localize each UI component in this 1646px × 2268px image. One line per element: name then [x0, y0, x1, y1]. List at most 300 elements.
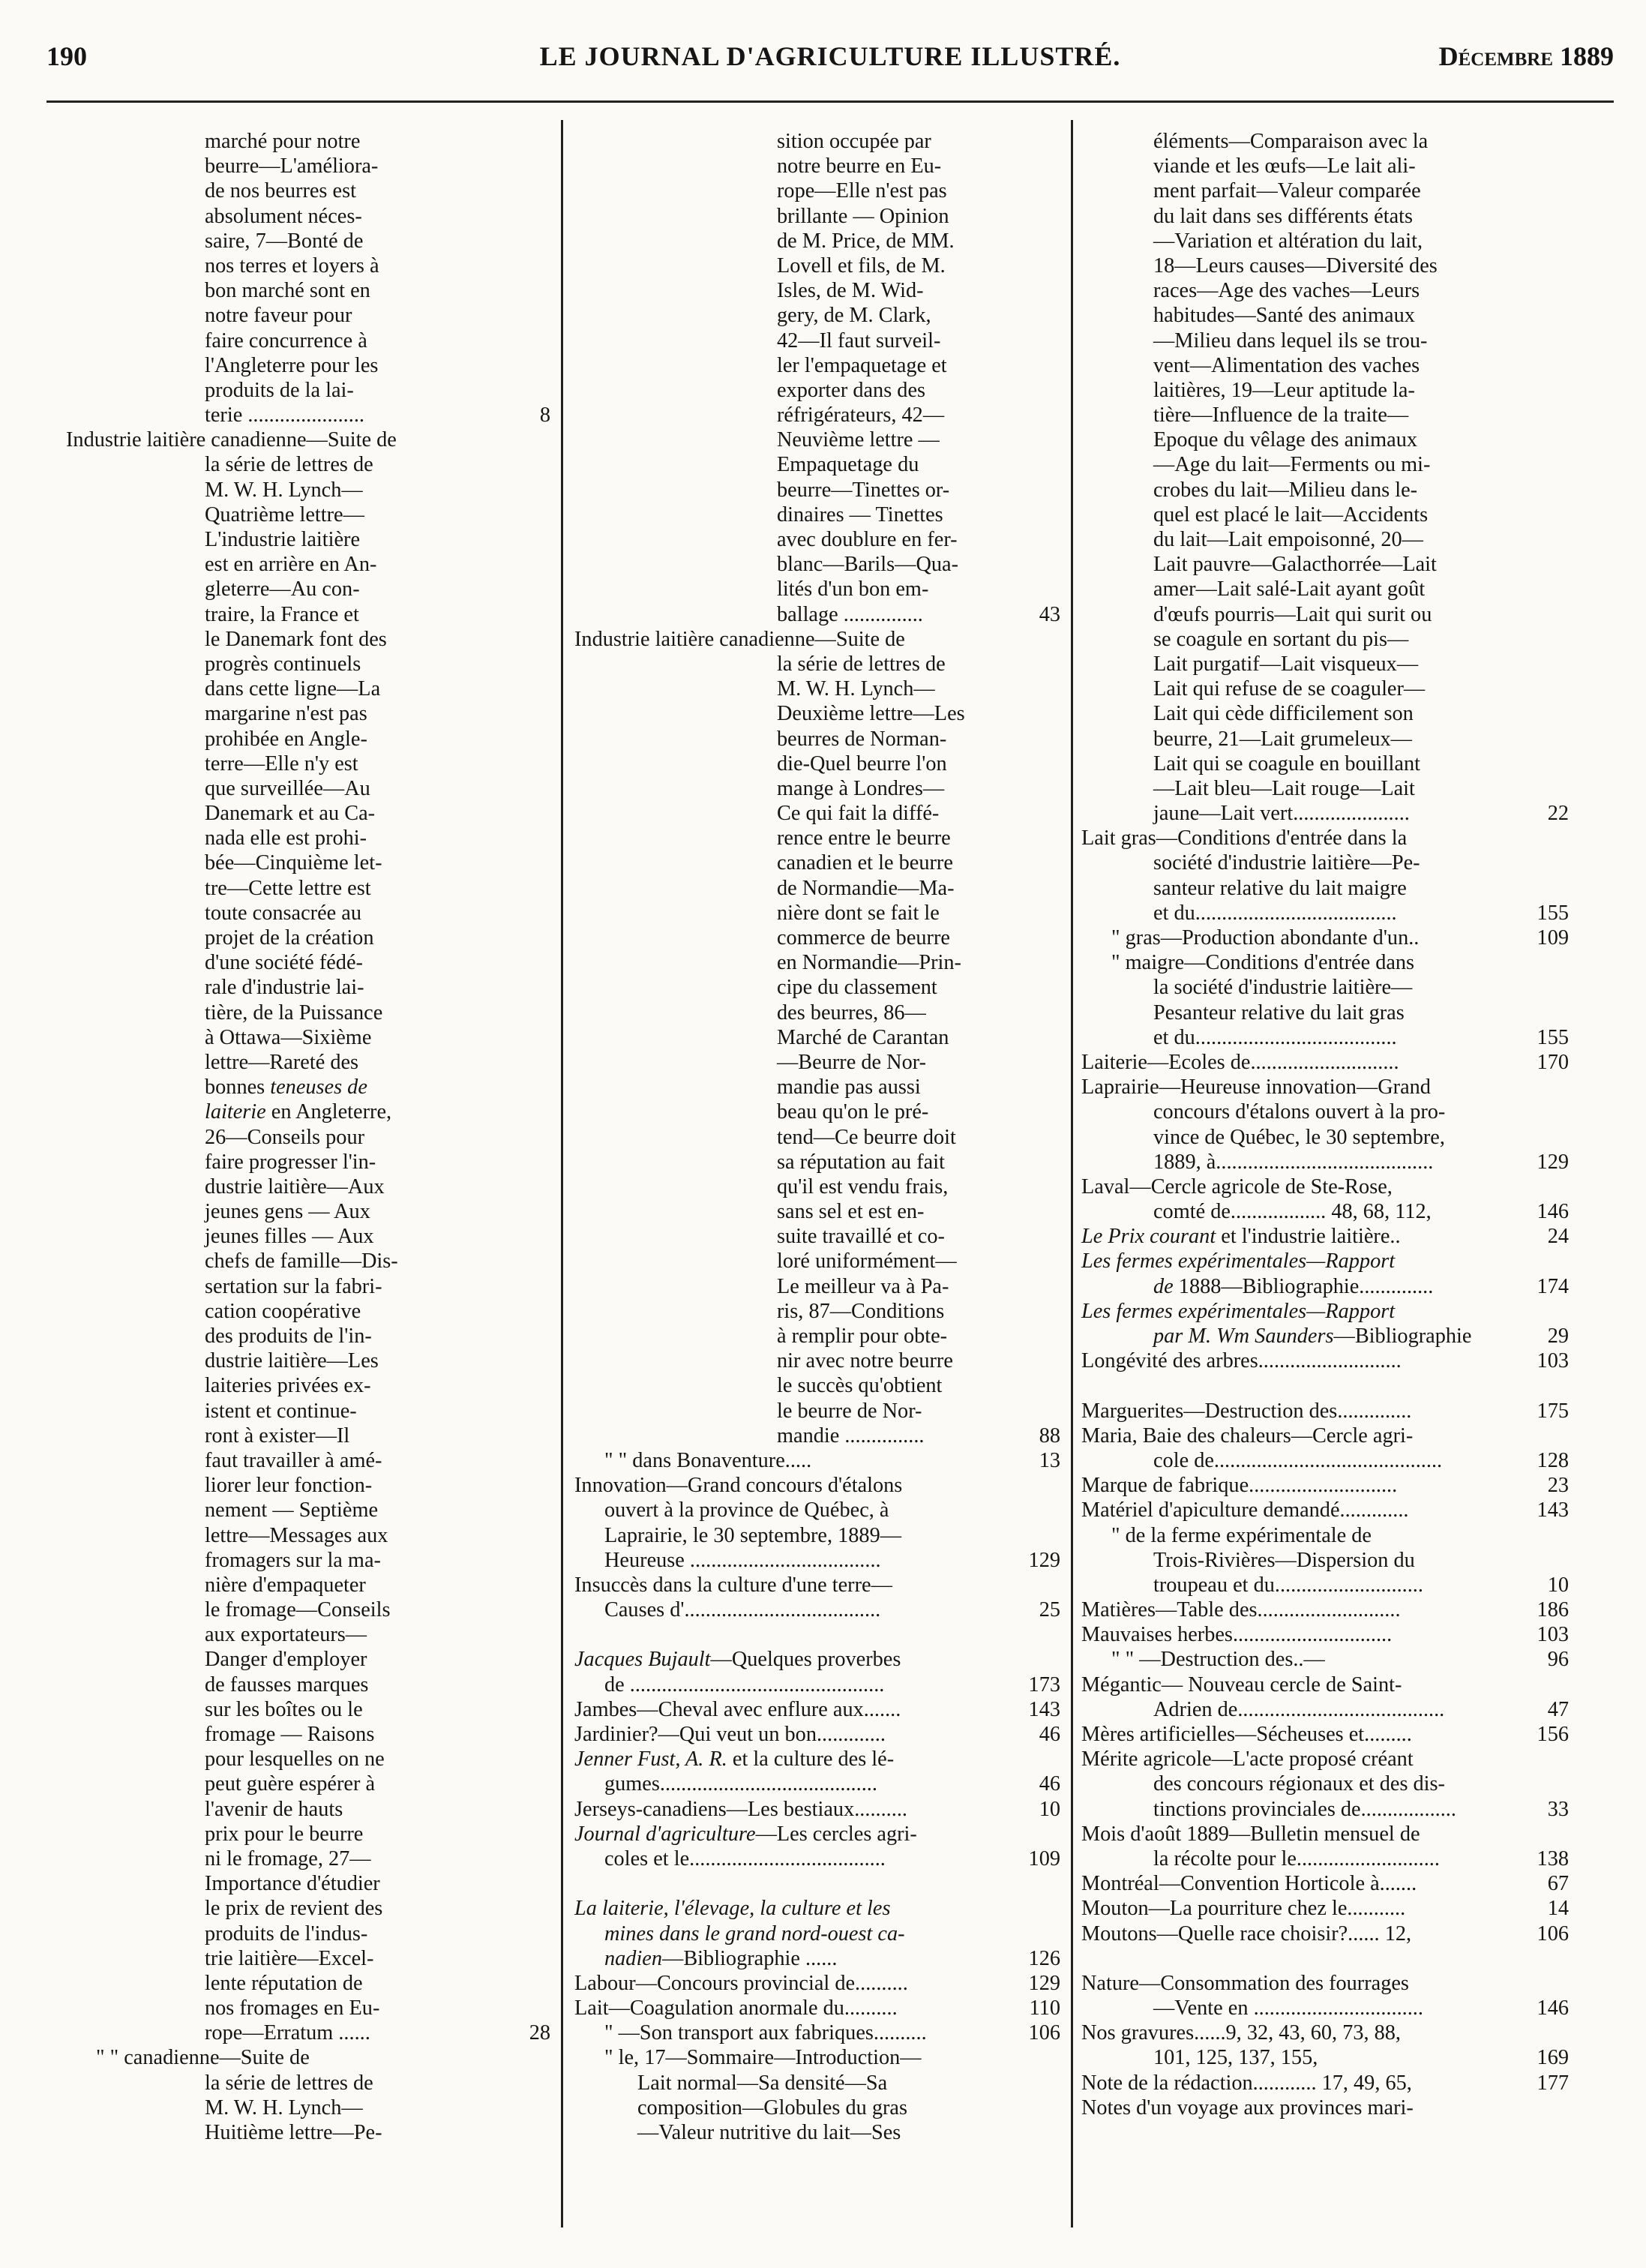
page-reference: 146	[1537, 1996, 1569, 2020]
index-entry-text: jaune—Lait vert......................	[1153, 802, 1410, 826]
entry-text-segment: 1888—Bibliographie..............	[1173, 1274, 1434, 1298]
index-entry-text: fromagers sur la ma-	[205, 1548, 381, 1572]
index-line	[574, 1050, 1060, 1075]
index-entry-text: Lait normal—Sa densité—Sa	[637, 2071, 888, 2095]
index-entry-text: beurre—L'améliora-	[205, 154, 379, 178]
index-entry-text: Neuvième lettre —	[777, 428, 940, 452]
index-line	[66, 2071, 550, 2096]
page-reference: 28	[529, 2021, 550, 2045]
index-entry-text: vince de Québec, le 30 septembre,	[1153, 1125, 1445, 1149]
index-line	[574, 328, 1060, 353]
index-line	[574, 303, 1060, 328]
index-entry-text: loré uniformément—	[777, 1250, 957, 1274]
index-line	[574, 676, 1060, 701]
index-line	[66, 950, 550, 975]
index-line	[574, 1125, 1060, 1150]
index-entry-text: est en arrière en An-	[205, 553, 377, 577]
index-entry-text: ni le fromage, 27—	[205, 1846, 371, 1870]
index-line	[1081, 254, 1569, 278]
index-entry-text: Lait purgatif—Lait visqueux—	[1153, 652, 1419, 676]
index-entry-text: Nos gravures......9, 32, 43, 60, 73, 88,	[1081, 2021, 1401, 2045]
index-line	[574, 478, 1060, 502]
index-line	[66, 303, 550, 328]
italic-text: laiterie	[205, 1100, 266, 1124]
index-line	[66, 1000, 550, 1025]
index-entry-text: dans cette ligne—La	[205, 677, 381, 701]
index-entry-text: et du......................................	[1153, 1025, 1397, 1049]
index-entry-text: gery, de M. Clark,	[777, 304, 931, 328]
index-entry-text: société d'industrie laitière—Pe-	[1153, 851, 1420, 875]
index-line	[574, 1772, 1060, 1796]
index-line	[66, 826, 550, 850]
index-line	[574, 1424, 1060, 1448]
index-line	[1081, 2045, 1569, 2070]
index-entry-text: Danemark et au Ca-	[205, 802, 376, 826]
index-entry-text: réfrigérateurs, 42—	[777, 404, 945, 428]
index-entry-text	[1153, 1324, 1471, 1348]
index-line	[574, 1224, 1060, 1249]
index-line	[1081, 1274, 1569, 1299]
page-reference: 143	[1028, 1697, 1060, 1721]
index-entry-text: Adrien de.......................................	[1153, 1697, 1445, 1721]
index-line	[574, 1150, 1060, 1174]
index-line	[66, 2096, 550, 2120]
index-entry-text: Innovation—Grand concours d'étalons	[574, 1474, 903, 1498]
index-line	[66, 1324, 550, 1348]
index-entry-text: viande et les œufs—Le lait ali-	[1153, 154, 1416, 178]
index-entry-text: pour lesquelles on ne	[205, 1748, 385, 1772]
index-entry-text: saire, 7—Bonté de	[205, 229, 364, 253]
index-entry-text: qu'il est vendu frais,	[777, 1174, 949, 1198]
index-entry-text: Trois-Rivières—Dispersion du	[1153, 1548, 1415, 1572]
index-line	[574, 1697, 1060, 1722]
index-entry-text: tinctions provinciales de..................	[1153, 1797, 1456, 1821]
index-entry-text: du lait—Lait empoisonné, 20—	[1153, 528, 1423, 551]
index-entry-text: Maria, Baie des chaleurs—Cercle agri-	[1081, 1424, 1414, 1448]
index-line	[574, 2120, 1060, 2145]
index-entry-text: Deuxième lettre—Les	[777, 702, 965, 726]
index-entry-text	[1153, 1274, 1433, 1299]
column-divider-2	[1071, 120, 1073, 2228]
index-line	[66, 254, 550, 278]
index-entry-text: le prix de revient des	[205, 1897, 383, 1921]
index-line	[66, 676, 550, 701]
index-line	[574, 1373, 1060, 1398]
index-entry-text: ment parfait—Valeur comparée	[1153, 179, 1421, 203]
page-reference: 8	[539, 404, 550, 428]
index-line	[1081, 1971, 1569, 1996]
index-entry-text: nos fromages en Eu-	[205, 1996, 380, 2020]
index-line	[574, 850, 1060, 875]
index-entry-text: sertation sur la fabri-	[205, 1274, 382, 1298]
entry-text-segment: bonnes	[205, 1076, 271, 1100]
index-entry-text: sur les boîtes ou le	[205, 1697, 363, 1721]
index-entry-text: Danger d'employer	[205, 1648, 367, 1672]
index-entry-text: races—Age des vaches—Leurs	[1153, 279, 1420, 303]
index-line	[574, 527, 1060, 552]
index-entry-text: trie laitière—Excel-	[205, 1946, 374, 1970]
column-divider-1	[561, 120, 563, 2228]
index-line	[574, 1548, 1060, 1573]
page-reference: 88	[1039, 1424, 1060, 1448]
index-line	[66, 229, 550, 254]
index-line	[1081, 727, 1569, 752]
page-reference: 24	[1547, 1225, 1569, 1249]
index-entry-text: Lait pauvre—Galacthorrée—Lait	[1153, 553, 1437, 577]
index-entry-text: laiteries privées ex-	[205, 1374, 371, 1398]
index-entry-text: progrès continuels	[205, 652, 361, 676]
index-line	[574, 1996, 1060, 2020]
index-line	[574, 129, 1060, 154]
index-line	[1081, 303, 1569, 328]
index-entry-text: nada elle est prohi-	[205, 826, 367, 850]
index-line	[1081, 876, 1569, 901]
index-entry-text: Mauvaises herbes..............................	[1081, 1623, 1393, 1647]
index-line	[574, 254, 1060, 278]
page-reference: 47	[1547, 1697, 1569, 1721]
index-entry-text: lités d'un bon em-	[777, 578, 929, 602]
index-entry-text: " le, 17—Sommaire—Introduction—	[604, 2046, 922, 2070]
index-line	[66, 1672, 550, 1697]
index-line	[1081, 154, 1569, 178]
index-line	[66, 1598, 550, 1622]
index-entry-text: peut guère espérer à	[205, 1772, 376, 1796]
index-line	[66, 178, 550, 203]
running-header	[46, 36, 1614, 81]
index-line	[66, 926, 550, 950]
page-reference: 13	[1039, 1448, 1060, 1472]
index-entry-text: nement — Septième	[205, 1498, 379, 1522]
index-line	[66, 154, 550, 178]
index-entry-text: tre—Cette lettre est	[205, 876, 371, 900]
index-line	[574, 1896, 1060, 1921]
index-line	[66, 1274, 550, 1299]
index-entry-text: " gras—Production abondante d'un..	[1111, 926, 1420, 950]
italic-text: teneuses de	[270, 1076, 367, 1100]
index-entry-text: Marque de fabrique............................	[1081, 1474, 1398, 1498]
index-entry-text: projet de la création	[205, 926, 374, 950]
index-line	[574, 1747, 1060, 1772]
index-line	[574, 1846, 1060, 1871]
index-line	[1081, 1224, 1569, 1249]
index-entry-text	[205, 1075, 367, 1100]
index-line	[574, 2096, 1060, 2120]
index-entry-text: gumes.........................................	[604, 1772, 877, 1796]
index-line	[574, 950, 1060, 975]
index-line	[574, 1946, 1060, 1971]
index-entry-text: rope—Elle n'est pas	[777, 179, 947, 203]
index-entry-text: tend—Ce beurre doit	[777, 1125, 956, 1149]
index-entry-text	[1081, 1249, 1395, 1274]
index-line	[66, 353, 550, 378]
index-line	[1081, 1523, 1569, 1548]
index-line	[574, 502, 1060, 527]
index-entry-text: lettre—Rareté des	[205, 1050, 359, 1074]
index-entry-text: Lait qui refuse de se coaguler—	[1153, 677, 1426, 701]
index-entry-text: des beurres, 86—	[777, 1000, 926, 1024]
index-line	[1081, 1598, 1569, 1622]
index-line	[574, 577, 1060, 602]
index-entry-text: —Milieu dans lequel ils se trou-	[1153, 328, 1428, 352]
index-line	[66, 1424, 550, 1448]
index-line	[66, 1922, 550, 1946]
index-entry-text: " " —Destruction des..—	[1111, 1648, 1325, 1672]
index-entry-text: le beurre de Nor-	[777, 1399, 922, 1423]
index-line	[66, 876, 550, 901]
index-entry-text: beurre, 21—Lait grumeleux—	[1153, 727, 1412, 751]
index-entry-text: chefs de famille—Dis-	[205, 1250, 398, 1274]
page-reference: 103	[1537, 1349, 1569, 1373]
index-line	[1081, 1548, 1569, 1573]
index-line	[66, 1697, 550, 1722]
index-entry-text	[604, 1946, 837, 1971]
index-line	[574, 876, 1060, 901]
index-entry-text: Jardinier?—Qui veut un bon.............	[574, 1723, 886, 1746]
index-line	[66, 278, 550, 303]
index-entry-text: 1889, à.........................................	[1153, 1150, 1434, 1174]
index-line	[66, 1573, 550, 1598]
index-entry-text: Ce qui fait la diffé-	[777, 802, 940, 826]
index-line	[66, 850, 550, 875]
index-entry-text: L'industrie laitière	[205, 528, 361, 551]
index-entry-text: beau qu'on le pré-	[777, 1100, 929, 1124]
index-entry-text: de nos beurres est	[205, 179, 356, 203]
index-line	[574, 727, 1060, 752]
index-line	[1081, 328, 1569, 353]
page-reference: 174	[1537, 1274, 1569, 1298]
index-line	[574, 1324, 1060, 1348]
index-entry-text: Moutons—Quelle race choisir?...... 12,	[1081, 1922, 1412, 1946]
page-reference: 170	[1537, 1050, 1569, 1074]
index-entry-text: amer—Lait salé-Lait ayant goût	[1153, 578, 1426, 602]
index-entry-text: beurres de Norman-	[777, 727, 947, 751]
index-entry-text: mange à Londres—	[777, 776, 945, 800]
index-entry-text	[574, 1896, 890, 1921]
index-line	[1081, 1399, 1569, 1424]
index-entry-text: ris, 87—Conditions	[777, 1299, 945, 1323]
index-line	[574, 1797, 1060, 1822]
index-line	[66, 1971, 550, 1996]
page-reference: 129	[1028, 1971, 1060, 1995]
index-line	[1081, 229, 1569, 254]
index-entry-text: Montréal—Convention Horticole à.......	[1081, 1872, 1417, 1896]
index-entry-text: Empaquetage du	[777, 453, 919, 477]
index-entry-text: quel est placé le lait—Accidents	[1153, 502, 1429, 526]
index-entry-text: cipe du classement	[777, 976, 937, 1000]
index-entry-text: Pesanteur relative du lait gras	[1153, 1000, 1405, 1024]
index-entry-text: du lait dans ses différents états	[1153, 204, 1414, 228]
entry-text-segment: en Angleterre,	[265, 1100, 392, 1124]
index-entry-text: Marguerites—Destruction des..............	[1081, 1399, 1412, 1423]
index-entry-text: sa réputation au fait	[777, 1150, 945, 1174]
index-line	[1081, 552, 1569, 577]
index-entry-text	[1081, 1299, 1395, 1324]
index-entry-text: rale d'industrie lai-	[205, 976, 364, 1000]
index-line	[66, 1498, 550, 1522]
index-entry-text: l'avenir de hauts	[205, 1797, 343, 1821]
index-entry-text	[574, 1647, 901, 1672]
index-line	[66, 204, 550, 229]
index-line	[574, 552, 1060, 577]
index-line	[574, 1598, 1060, 1622]
italic-text: nadien	[604, 1946, 663, 1970]
index-entry-text: cole de...........................................	[1153, 1448, 1443, 1472]
index-line	[574, 154, 1060, 178]
page-reference: 110	[1029, 1996, 1060, 2020]
index-entry-text: Lait qui cède difficilement son	[1153, 702, 1414, 726]
index-line	[66, 1722, 550, 1747]
index-entry-text: dustrie laitière—Aux	[205, 1174, 385, 1198]
index-entry-text: rence entre le beurre	[777, 826, 951, 850]
index-entry-text: 42—Il faut surveil-	[777, 328, 941, 352]
index-entry-text: Labour—Concours provincial de..........	[574, 1971, 908, 1995]
index-line	[66, 727, 550, 752]
index-line	[574, 1922, 1060, 1946]
index-line	[574, 801, 1060, 826]
index-line	[1081, 378, 1569, 403]
index-entry-text: comté de.................. 48, 68, 112,	[1153, 1200, 1432, 1224]
index-entry-text: brillante — Opinion	[777, 204, 949, 228]
index-entry-text: blanc—Barils—Qua-	[777, 553, 959, 577]
index-entry-text: —Valeur nutritive du lait—Ses	[637, 2121, 901, 2144]
index-entry-text: nir avec notre beurre	[777, 1349, 953, 1373]
index-line	[1081, 950, 1569, 975]
index-entry-text: le fromage—Conseils	[205, 1598, 391, 1622]
index-entry-text: faire progresser l'in-	[205, 1150, 376, 1174]
index-line	[1081, 1324, 1569, 1348]
index-entry-text: nière dont se fait le	[777, 901, 940, 925]
index-entry-text	[574, 1822, 917, 1846]
page-number: 190	[46, 41, 87, 71]
index-entry-text: la série de lettres de	[205, 2071, 373, 2095]
index-entry-text: Laval—Cercle agricole de Ste-Rose,	[1081, 1174, 1393, 1198]
index-entry-text: margarine n'est pas	[205, 702, 367, 726]
index-entry-text: concours d'étalons ouvert à la pro-	[1153, 1100, 1446, 1124]
index-line	[574, 378, 1060, 403]
index-entry-text: Isles, de M. Wid-	[777, 279, 924, 303]
index-line	[1081, 1722, 1569, 1747]
index-line	[1081, 1174, 1569, 1199]
index-line	[66, 1150, 550, 1174]
section-gap	[574, 1622, 1060, 1647]
index-entry-text: ouvert à la province de Québec, à	[604, 1498, 889, 1522]
index-line	[1081, 752, 1569, 776]
index-entry-text: dustrie laitière—Les	[205, 1349, 379, 1373]
index-line	[66, 1747, 550, 1772]
index-line	[1081, 1996, 1569, 2020]
index-line	[66, 1224, 550, 1249]
index-line	[1081, 975, 1569, 1000]
index-entry-text	[574, 1747, 894, 1772]
index-entry-text: jeunes gens — Aux	[205, 1200, 370, 1224]
italic-text: Journal d'agriculture	[574, 1822, 756, 1846]
index-entry-text: crobes du lait—Milieu dans le-	[1153, 478, 1418, 502]
index-line	[66, 1946, 550, 1971]
index-entry-text: sition occupée par	[777, 130, 931, 153]
index-line	[66, 552, 550, 577]
index-line	[66, 2120, 550, 2145]
index-entry-text: Longévité des arbres...........................	[1081, 1349, 1402, 1373]
index-line	[574, 229, 1060, 254]
index-line	[1081, 926, 1569, 950]
index-entry-text: coles et le.....................................	[604, 1846, 886, 1870]
page-reference: 109	[1028, 1846, 1060, 1870]
index-line	[574, 1971, 1060, 1996]
entry-text-segment: —Bibliographie ......	[662, 1946, 838, 1970]
page-reference: 169	[1537, 2046, 1569, 2070]
index-entry-text: Marché de Carantan	[777, 1025, 949, 1049]
index-entry-text: 26—Conseils pour	[205, 1125, 365, 1149]
index-entry-text: Mouton—La pourriture chez le...........	[1081, 1897, 1406, 1921]
index-line	[1081, 1772, 1569, 1796]
index-line	[1081, 1025, 1569, 1050]
index-entry-text: fromage — Raisons	[205, 1723, 375, 1746]
index-entry-text: tière, de la Puissance	[205, 1000, 383, 1024]
index-entry-text: ront à exister—Il	[205, 1424, 350, 1448]
index-line	[66, 1772, 550, 1796]
index-line	[574, 2045, 1060, 2070]
index-entry-text: terre—Elle n'y est	[205, 752, 358, 776]
index-line	[66, 1797, 550, 1822]
index-entry-text: Nature—Consommation des fourrages	[1081, 1971, 1409, 1995]
index-entry-text: Matières—Table des...........................	[1081, 1598, 1401, 1622]
index-entry-text: " maigre—Conditions d'entrée dans	[1111, 951, 1415, 975]
index-line	[574, 1299, 1060, 1324]
index-line	[1081, 1672, 1569, 1697]
index-line	[66, 1125, 550, 1150]
index-line	[574, 1822, 1060, 1846]
index-line	[66, 975, 550, 1000]
italic-text: par M. Wm Saunders	[1153, 1324, 1334, 1348]
page-reference: 175	[1537, 1399, 1569, 1423]
page-reference: 155	[1537, 901, 1569, 925]
index-entry-text: d'œufs pourris—Lait qui surit ou	[1153, 602, 1432, 626]
page-reference: 156	[1537, 1723, 1569, 1746]
index-entry-text: faut travailler à amé-	[205, 1448, 382, 1472]
index-line	[574, 204, 1060, 229]
entry-text-segment: et l'industrie laitière..	[1216, 1225, 1401, 1249]
italic-text: Le Prix courant	[1081, 1225, 1216, 1249]
index-entry-text: Huitième lettre—Pe-	[205, 2121, 382, 2144]
index-entry-text: Mégantic— Nouveau cercle de Saint-	[1081, 1672, 1402, 1696]
index-entry-text: absolument néces-	[205, 204, 362, 228]
page-reference: 177	[1537, 2071, 1569, 2095]
index-line	[66, 478, 550, 502]
index-entry-text: à remplir pour obte-	[777, 1324, 948, 1348]
index-line	[574, 353, 1060, 378]
index-line	[1081, 1125, 1569, 1150]
entry-text-segment: et la culture des lé-	[727, 1748, 895, 1772]
index-entry-text: d'une société fédé-	[205, 951, 363, 975]
index-line	[66, 1348, 550, 1373]
page-reference: 43	[1039, 602, 1060, 626]
index-entry-text: que surveillée—Au	[205, 776, 370, 800]
index-entry-text: —Vente en ................................	[1153, 1996, 1423, 2020]
index-line	[1081, 1822, 1569, 1846]
index-entry-text: santeur relative du lait maigre	[1153, 876, 1407, 900]
index-entry-text	[604, 1922, 905, 1946]
section-gap	[1081, 1946, 1569, 1971]
index-line	[1081, 2096, 1569, 2120]
index-line	[1081, 178, 1569, 203]
index-entry-text: le succès qu'obtient	[777, 1374, 943, 1398]
page-reference: 109	[1537, 926, 1569, 950]
index-entry-text: M. W. H. Lynch—	[205, 2096, 363, 2120]
index-line	[66, 1299, 550, 1324]
italic-text: Jacques Bujault	[574, 1648, 711, 1672]
index-line	[574, 1672, 1060, 1697]
italic-text: Jenner Fust, A. R.	[574, 1748, 727, 1772]
